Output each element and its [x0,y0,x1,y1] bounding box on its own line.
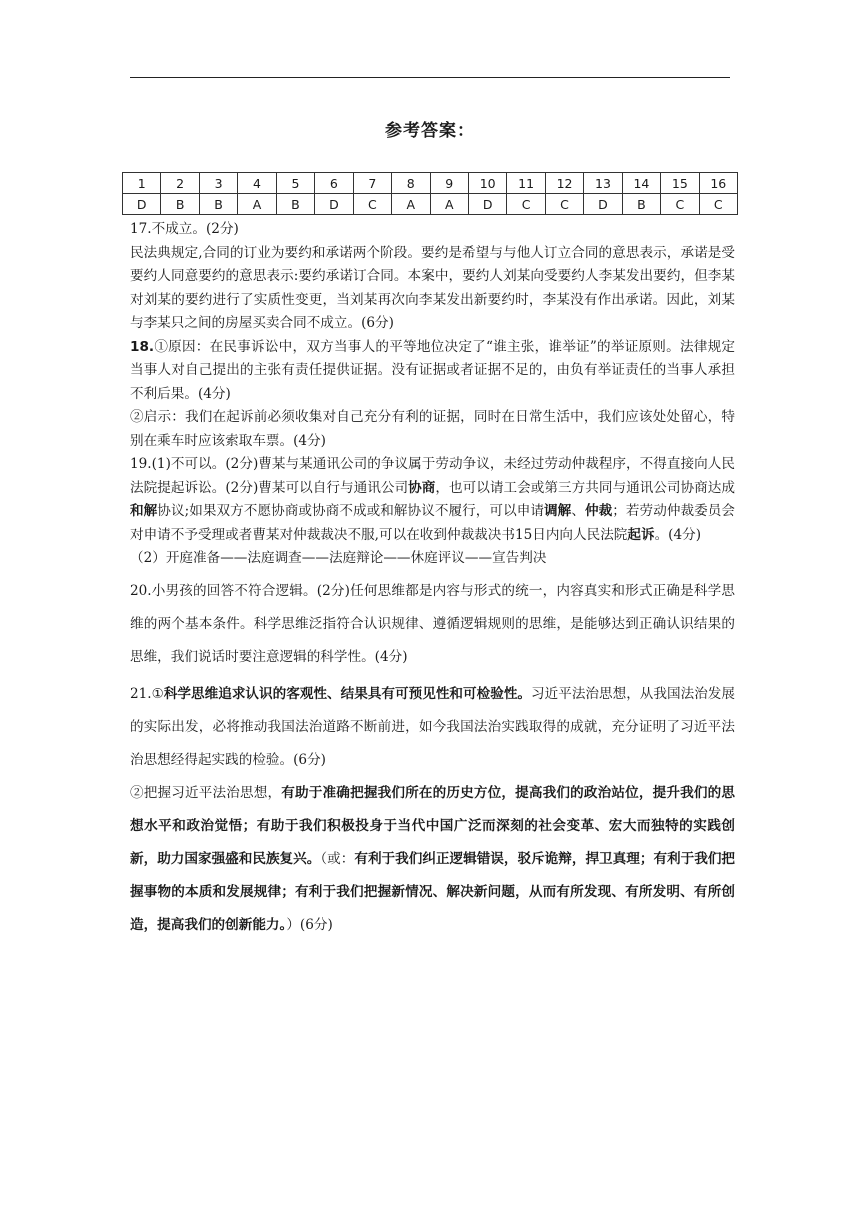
question-number-cell: 13 [584,173,622,194]
question-number-cell: 11 [507,173,545,194]
answer-cell: D [584,194,622,215]
question-number-cell: 5 [276,173,314,194]
question-number-cell: 16 [699,173,737,194]
header-rule [130,77,730,78]
question-number-cell: 1 [123,173,161,194]
q18-number: 18. [130,338,155,355]
question-number-cell: 3 [199,173,237,194]
answer-cell: C [507,194,545,215]
answer-cell: C [661,194,699,215]
q17-head: 17.不成立。(2分) [130,221,239,237]
answer-cell: C [545,194,583,215]
answer-cell: B [199,194,237,215]
q21-number: 21.① [130,685,164,702]
question-number-cell: 8 [392,173,430,194]
question-number-cell: 4 [238,173,276,194]
question-number-cell: 9 [430,173,468,194]
q18-part1-text: ①原因：在民事诉讼中，双方当事人的平等地位决定了“谁主张，谁举证”的举证原则。法律规定当事人对自己提出的主张有责任提供证据。没有证据或者证据不足的，由负有举证责任的当事人承担不利后果。(4分) [130,338,735,402]
answer-cell: B [622,194,660,215]
q19-bold-3: 调解 [544,503,572,519]
q19-text-4: 、 [571,503,585,519]
q18-part1 [130,336,735,407]
answer-cell: A [238,194,276,215]
q21-part1 [130,678,735,777]
q18-part2: ②启示：我们在起诉前必须收集对自己充分有利的证据，同时在日常生活中，我们应该处处留心，特别在乘车时应该索取车票。(4分) [130,409,735,449]
q19-text-5: ；若劳动仲裁委员会对申请不予受理或者曹某对仲裁裁决不服,可以在收到仲裁裁决书15日内向人民法院 [130,503,736,543]
answer-content [130,218,735,942]
q21-text-3: ）(6分) [286,916,333,933]
question-number-cell: 7 [353,173,391,194]
question-number-row [123,173,738,194]
page-title: 参考答案： [385,121,475,141]
q19-bold-4: 仲裁 [584,503,613,519]
q21-bold-3: 有利于我们纠正逻辑错误，驳斥诡辩，捍卫真理；有利于我们把握事物的本质和发展规律；有利于我们把握新情况、解决新问题，从而有所发现、有所发明、有所创造，提高我们的创新能力。 [130,850,736,933]
q19-part2: （2）开庭准备——法庭调查——法庭辩论——休庭评议——宣告判决 [130,550,547,566]
answer-cell: A [392,194,430,215]
q20-text: 20.小男孩的回答不符合逻辑。(2分)任何思维都是内容与形式的统一，内容真实和形式正确是科学思维的两个基本条件。科学思维泛指符合认识规律、遵循逻辑规则的思维，是能够达到正确认识结果的思维，我们说话时要注意逻辑的科学性。(4分) [130,582,735,665]
answer-cell: B [161,194,199,215]
q19-text-1: 19.(1)不可以。(2分)曹某与某通讯公司的争议属于劳动争议，未经过劳动仲裁程序，不得直接向人民法院提起诉讼。(2分)曹某可以自行与通讯公司 [130,456,735,496]
answer-cell: D [468,194,506,215]
q19-bold-2: 和解 [130,503,158,519]
answer-cell: D [315,194,353,215]
answer-row [123,194,738,215]
q19-text-3: 协议;如果双方不愿协商或协商不成或和解协议不履行，可以申请 [157,503,545,519]
answer-cell: A [430,194,468,215]
q21-bold-1: 科学思维追求认识的客观性、结果具有可预见性和可检验性。 [163,685,532,702]
q21-text-2: （或： [320,850,355,867]
q21-part2 [130,777,735,942]
q19-bold-1: 协商 [408,479,436,496]
q21-bold-2: 有助于准确把握我们所在的历史方位，提高我们的政治站位，提升我们的思想水平和政治觉悟；有助于我们积极投身于当代中国广泛而深刻的社会变革、宏大而独特的实践创新，助力国家强盛和民族复兴。 [130,784,736,867]
question-number-cell: 14 [622,173,660,194]
q19-text-6: 。(4分) [654,526,702,543]
q19-text-2: ，也可以请工会或第三方共同与通讯公司协商达成 [435,479,736,496]
q19-bold-5: 起诉 [627,526,655,543]
question-number-cell: 12 [545,173,583,194]
question-number-cell: 10 [468,173,506,194]
answer-cell: D [123,194,161,215]
answer-table [122,172,738,215]
q19-part1 [130,453,735,547]
q17-body: 民法典规定,合同的订业为要约和承诺两个阶段。要约是希望与与他人订立合同的意思表示，承诺是受要约人同意要约的意思表示:要约承诺订合同。本案中，要约人刘某向受要约人李某发出要约，但李某对刘某的要约进行了实质性变更，当刘某再次向李某发出新要约时，李某没有作出承诺。因此，刘某与李某只之间的房屋买卖合同不成立。(6分) [130,244,735,331]
q21-text-1: 习近平法治思想，从我国法治发展的实际出发，必将推动我国法治道路不断前进，如今我国法治实践取得的成就，充分证明了习近平法治思想经得起实践的检验。(6分) [130,685,736,768]
answer-cell: C [699,194,737,215]
answer-cell: C [353,194,391,215]
question-number-cell: 15 [661,173,699,194]
answer-cell: B [276,194,314,215]
q21-part2-lead: ②把握习近平法治思想， [130,784,282,801]
question-number-cell: 6 [315,173,353,194]
question-number-cell: 2 [161,173,199,194]
